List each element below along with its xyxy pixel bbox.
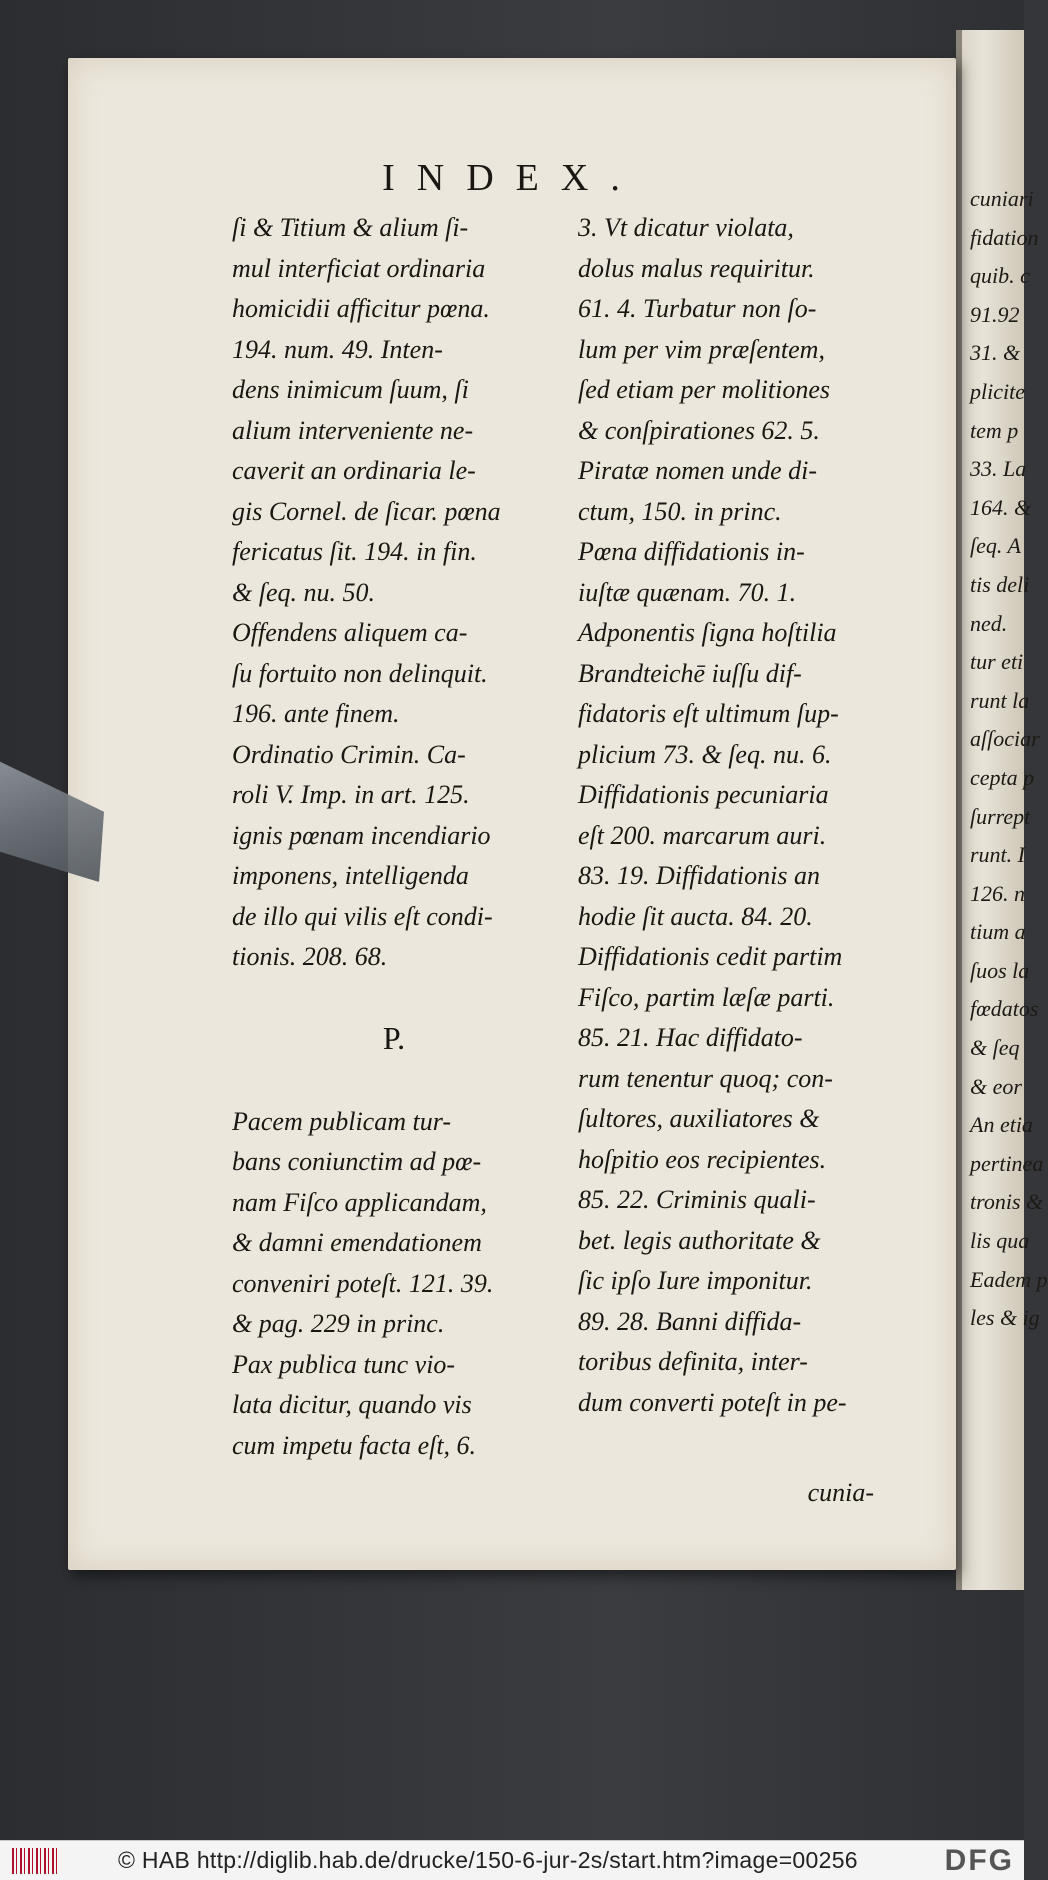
next-page-line: & eor xyxy=(970,1073,1022,1099)
index-entry-line: gis Cornel. de ſicar. pœna xyxy=(232,496,501,526)
index-entry-line: 194. num. 49. Inten- xyxy=(232,334,443,364)
dfg-logo: DFG xyxy=(944,1844,1014,1877)
index-entry-line: 85. 21. Hac diffidato- xyxy=(578,1023,803,1052)
index-entry-line: 3. Vt dicatur violata, xyxy=(578,213,794,242)
index-entry-line: nam Fiſco applicandam, xyxy=(232,1187,487,1217)
page-gutter xyxy=(956,30,962,1590)
index-entry-line: Ordinatio Crimin. Ca- xyxy=(232,739,466,769)
next-page-line: ſeq. A xyxy=(970,533,1021,559)
next-page-line: runt la xyxy=(970,687,1030,713)
index-entry-line: alium interveniente ne- xyxy=(232,415,474,445)
next-page-line: & ſeq xyxy=(970,1035,1020,1061)
library-barcode-icon xyxy=(12,1848,58,1874)
index-entry-line: & ſeq. nu. 50. xyxy=(232,577,375,607)
next-page-line: lis qua xyxy=(970,1228,1030,1254)
index-entry-line: rum tenentur quoq; con- xyxy=(578,1063,833,1093)
next-page-line: aſſociar xyxy=(970,726,1040,752)
next-page-line: ſuos la xyxy=(970,957,1030,983)
next-page-line: fidation xyxy=(970,224,1039,250)
next-page-line: runt. I xyxy=(970,842,1025,868)
next-page-line: cuniari xyxy=(970,186,1034,211)
index-entry-line: Diffidationis cedit partim xyxy=(578,942,843,971)
index-entry-line: ſed etiam per molitiones xyxy=(578,375,831,404)
index-entry-line: ignis pœnam incendiario xyxy=(232,820,491,850)
index-entry-line: plicium 73. & ſeq. nu. 6. xyxy=(578,739,832,769)
page-title: INDEX. xyxy=(382,157,642,199)
index-entry-line: de illo qui vilis eſt condi- xyxy=(232,901,493,931)
index-entry-line: roli V. Imp. in art. 125. xyxy=(232,780,470,809)
index-entry-line: hoſpitio eos recipientes. xyxy=(578,1144,827,1174)
next-page-line: Eadem p xyxy=(970,1266,1048,1292)
index-entry-line: iuſtæ quænam. 70. 1. xyxy=(578,577,797,607)
index-entry-line: Brandteichē iuſſu dif- xyxy=(578,658,802,688)
next-page-line: An etia xyxy=(970,1112,1033,1138)
next-page-line: 91.92 xyxy=(970,301,1020,327)
index-entry-line: imponens, intelligenda xyxy=(232,861,469,890)
section-letter: P. xyxy=(382,1020,406,1056)
index-entry-line: lum per vim præſentem, xyxy=(578,334,825,364)
index-entry-line: eſt 200. marcarum auri. xyxy=(578,820,827,850)
index-entry-line: 61. 4. Turbatur non ſo- xyxy=(578,294,817,323)
index-entry-line: Fiſco, partim læſæ parti. xyxy=(578,982,835,1012)
next-page-line: tronis & xyxy=(970,1189,1044,1215)
index-entry-line: homicidii afficitur pœna. xyxy=(232,294,490,323)
index-entry-line: & pag. 229 in princ. xyxy=(232,1309,445,1338)
next-page-line: 126. n xyxy=(970,880,1025,906)
next-page-line: tur eti xyxy=(970,649,1024,675)
next-page-line: tis deli xyxy=(970,571,1030,597)
index-entry-line: dum converti poteſt in pe- xyxy=(578,1387,847,1417)
index-entry-line: fidatoris eſt ultimum ſup- xyxy=(578,699,839,728)
index-entry-line: dolus malus requiritur. xyxy=(578,253,815,283)
next-page-line: plicite xyxy=(970,378,1025,404)
index-entry-line: bet. legis authoritate & xyxy=(578,1225,821,1255)
index-entry-line: Pax publica tunc vio- xyxy=(232,1349,456,1379)
index-entry-line: Diffidationis pecuniaria xyxy=(578,780,829,809)
index-entry-line: fericatus ſit. 194. in fin. xyxy=(232,537,477,566)
index-entry-line: toribus definita, inter- xyxy=(578,1347,808,1376)
index-entry-line: Pœna diffidationis in- xyxy=(578,537,805,566)
index-entry-line: cum impetu facta eſt, 6. xyxy=(232,1430,477,1460)
index-entry-line: Pacem publicam tur- xyxy=(232,1106,451,1136)
index-entry-line: caverit an ordinaria le- xyxy=(232,456,476,485)
index-entry-line: 83. 19. Diffidationis an xyxy=(578,861,820,890)
index-entry-line: 89. 28. Banni diffida- xyxy=(578,1306,802,1336)
index-column-right xyxy=(578,208,888,1423)
next-page-line: cepta p xyxy=(970,764,1035,790)
index-entry-line: dens inimicum ſuum, ſi xyxy=(232,375,469,404)
source-credit-link[interactable]: © HAB http://diglib.hab.de/drucke/150-6-jur-2s/start.htm?image=00256 xyxy=(118,1847,858,1873)
catchword: cunia- xyxy=(807,1478,874,1507)
next-page-line: fœdatos xyxy=(970,996,1039,1022)
next-page-line: quib. c xyxy=(970,263,1030,289)
next-page-line: ned. xyxy=(970,610,1008,636)
viewer-footer xyxy=(0,1840,1024,1880)
index-entry-line: Piratæ nomen unde di- xyxy=(578,456,818,485)
next-page-line: 31. & xyxy=(970,340,1021,366)
index-entry-line: tionis. 208. 68. xyxy=(232,942,388,971)
index-entry-line: & damni emendationem xyxy=(232,1228,482,1257)
index-entry-line: mul interficiat ordinaria xyxy=(232,253,486,283)
next-page-text xyxy=(970,180,1048,1338)
index-entry-line: hodie ſit aucta. 84. 20. xyxy=(578,901,813,931)
index-entry-line: Offendens aliquem ca- xyxy=(232,618,468,647)
next-page-line: tem p xyxy=(970,417,1019,443)
index-entry-line: 196. ante finem. xyxy=(232,699,400,728)
index-entry-line: ſultores, auxiliatores & xyxy=(578,1104,820,1133)
index-entry-line: bans coniunctim ad pœ- xyxy=(232,1147,482,1176)
index-entry-line: conveniri poteſt. 121. 39. xyxy=(232,1268,494,1298)
index-entry-line: ſu fortuito non delinquit. xyxy=(232,658,488,688)
next-page-edge xyxy=(956,30,1048,1590)
index-entry-line: ctum, 150. in princ. xyxy=(578,496,782,526)
next-page-line: tium a xyxy=(970,919,1026,945)
next-page-line: 164. & xyxy=(970,494,1032,520)
next-page-line: les & ig xyxy=(970,1305,1040,1331)
index-entry-line: & conſpirationes 62. 5. xyxy=(578,415,820,445)
index-column-left xyxy=(232,208,556,1466)
index-entry-line: lata dicitur, quando vis xyxy=(232,1390,472,1419)
index-entry-line: ſic ipſo Iure imponitur. xyxy=(578,1266,813,1295)
next-page-line: 33. La xyxy=(970,456,1027,482)
next-page-line: ſurrept xyxy=(970,803,1031,829)
index-entry-line: 85. 22. Criminis quali- xyxy=(578,1185,816,1214)
index-entry-line: Adponentis ſigna hoſtilia xyxy=(578,618,837,647)
index-entry-line: ſi & Titium & alium ſi- xyxy=(232,213,469,242)
next-page-line: pertinea xyxy=(970,1150,1044,1176)
